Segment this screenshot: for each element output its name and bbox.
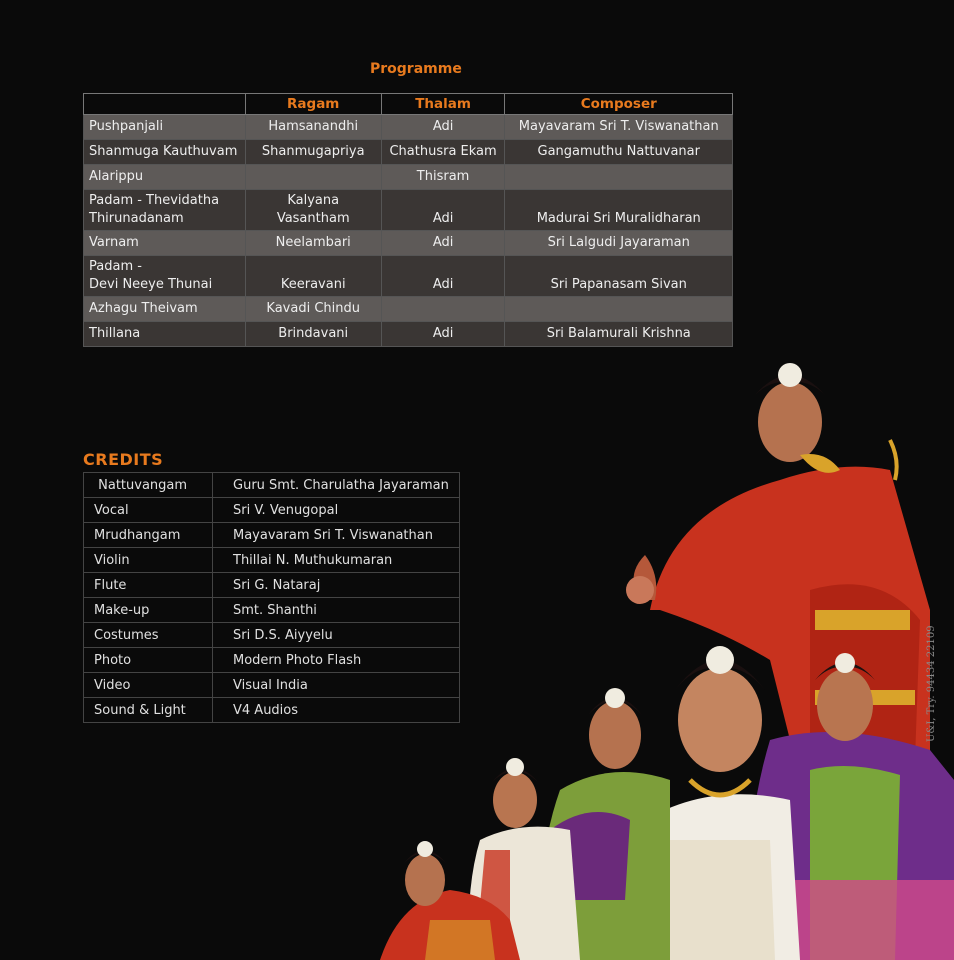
programme-header-row xyxy=(84,94,733,115)
ragam-cell: Shanmugapriya xyxy=(245,140,381,165)
thalam-cell: Adi xyxy=(381,231,505,256)
header-item xyxy=(84,94,246,115)
item-cell: Shanmuga Kauthuvam xyxy=(84,140,246,165)
composer-cell: Sri Balamurali Krishna xyxy=(505,322,733,347)
item-cell: Pushpanjali xyxy=(84,115,246,140)
thalam-cell: Chathusra Ekam xyxy=(381,140,505,165)
table-row xyxy=(84,190,733,231)
thalam-cell: Adi xyxy=(381,256,505,297)
composer-cell: Mayavaram Sri T. Viswanathan xyxy=(505,115,733,140)
table-row xyxy=(84,256,733,297)
credit-role: Flute xyxy=(84,573,213,598)
header-composer: Composer xyxy=(505,94,733,115)
credit-name: Sri D.S. Aiyyelu xyxy=(213,623,460,648)
table-row xyxy=(84,140,733,165)
credit-name: Modern Photo Flash xyxy=(213,648,460,673)
table-row xyxy=(84,297,733,322)
composer-cell xyxy=(505,297,733,322)
item-cell: Thillana xyxy=(84,322,246,347)
item-cell xyxy=(84,190,246,231)
item-line: Thirunadanam xyxy=(89,211,184,226)
credit-role: Make-up xyxy=(84,598,213,623)
credit-name: Thillai N. Muthukumaran xyxy=(213,548,460,573)
composer-cell xyxy=(505,165,733,190)
composer-cell: Gangamuthu Nattuvanar xyxy=(505,140,733,165)
thalam-cell: Thisram xyxy=(381,165,505,190)
credit-name: Mayavaram Sri T. Viswanathan xyxy=(213,523,460,548)
item-cell xyxy=(84,256,246,297)
ragam-cell xyxy=(245,165,381,190)
ragam-cell: Kalyana Vasantham xyxy=(245,190,381,231)
credit-role: Video xyxy=(84,673,213,698)
dancers-photo xyxy=(370,360,954,960)
ragam-cell: Hamsanandhi xyxy=(245,115,381,140)
programme-table xyxy=(83,93,733,347)
table-row xyxy=(84,231,733,256)
ragam-cell: Kavadi Chindu xyxy=(245,297,381,322)
credit-role: Violin xyxy=(84,548,213,573)
thalam-cell: Adi xyxy=(381,115,505,140)
credit-name: Sri G. Nataraj xyxy=(213,573,460,598)
credit-role: Photo xyxy=(84,648,213,673)
imprint-text: U&I, Try. 94434 22109 xyxy=(926,625,937,742)
item-line: Padam - Thevidatha xyxy=(89,193,220,208)
thalam-cell: Adi xyxy=(381,322,505,347)
programme-title: Programme xyxy=(370,61,462,77)
thalam-cell: Adi xyxy=(381,190,505,231)
credit-role: Mrudhangam xyxy=(84,523,213,548)
header-thalam: Thalam xyxy=(381,94,505,115)
composer-cell: Sri Lalgudi Jayaraman xyxy=(505,231,733,256)
credit-name: Smt. Shanthi xyxy=(213,598,460,623)
credit-role: Nattuvangam xyxy=(84,473,213,498)
header-ragam: Ragam xyxy=(245,94,381,115)
composer-cell: Sri Papanasam Sivan xyxy=(505,256,733,297)
composer-cell: Madurai Sri Muralidharan xyxy=(505,190,733,231)
table-row xyxy=(84,165,733,190)
ragam-cell: Keeravani xyxy=(245,256,381,297)
thalam-cell xyxy=(381,297,505,322)
item-cell: Alarippu xyxy=(84,165,246,190)
ragam-cell: Neelambari xyxy=(245,231,381,256)
credit-name: Guru Smt. Charulatha Jayaraman xyxy=(213,473,460,498)
credit-role: Sound & Light xyxy=(84,698,213,723)
credits-title: CREDITS xyxy=(83,450,164,469)
ragam-cell: Brindavani xyxy=(245,322,381,347)
table-row xyxy=(84,322,733,347)
credit-name: Visual India xyxy=(213,673,460,698)
item-line: Devi Neeye Thunai xyxy=(89,277,213,292)
credit-role: Costumes xyxy=(84,623,213,648)
credit-role: Vocal xyxy=(84,498,213,523)
credit-name: V4 Audios xyxy=(213,698,460,723)
dancer-top xyxy=(626,363,930,780)
item-line: Padam - xyxy=(89,259,142,274)
item-cell: Azhagu Theivam xyxy=(84,297,246,322)
credit-name: Sri V. Venugopal xyxy=(213,498,460,523)
table-row xyxy=(84,115,733,140)
item-cell: Varnam xyxy=(84,231,246,256)
